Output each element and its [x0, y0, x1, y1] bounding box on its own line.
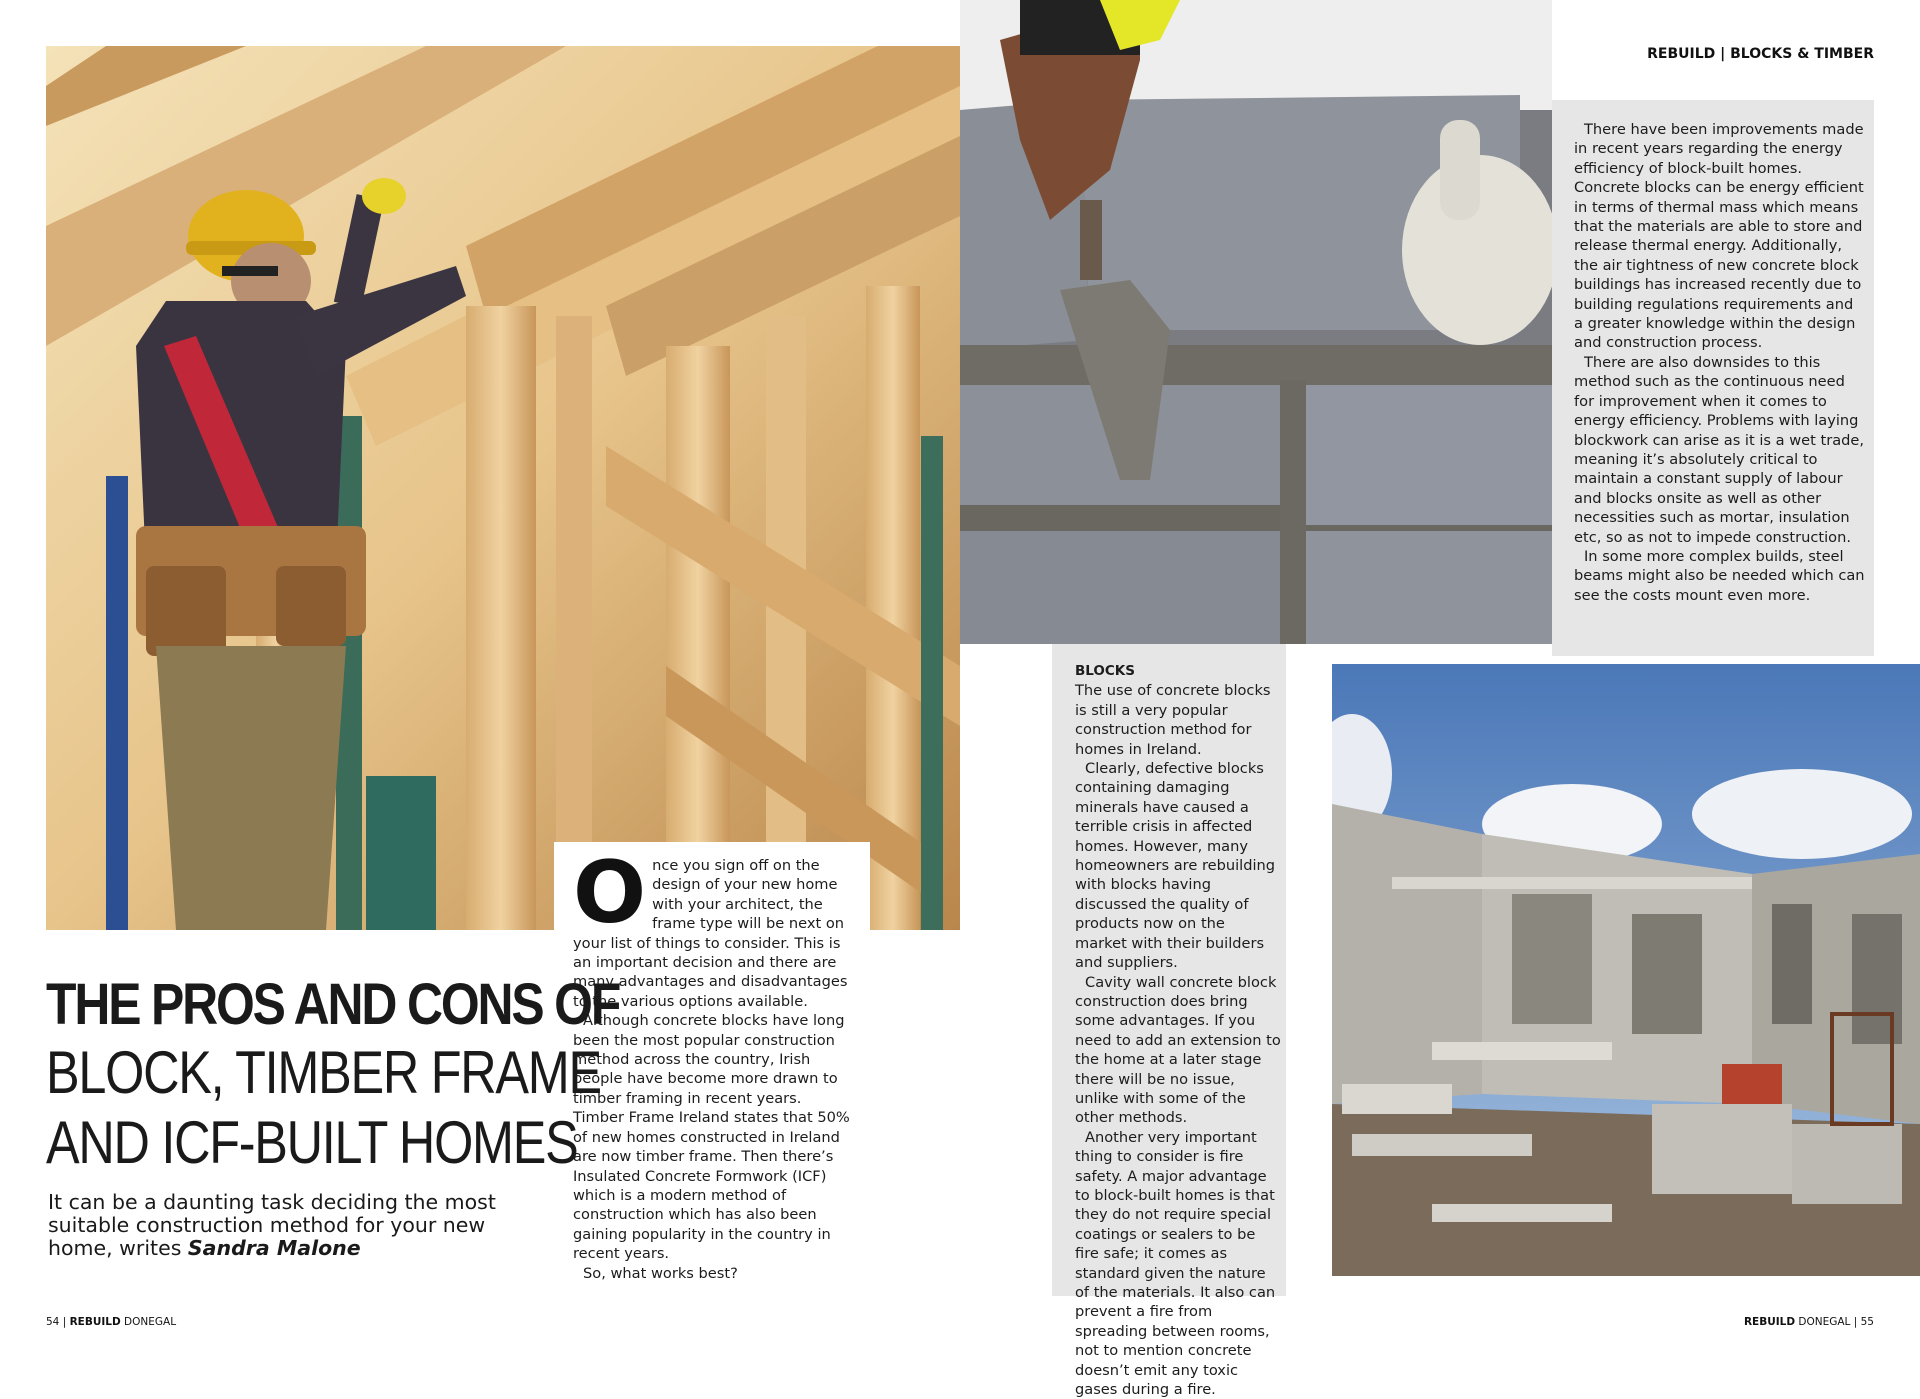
blocks-paragraph-4: Another very important thing to consider is fire safety. A major advantage to block-built homes is that they do not require special coatings or sealers to be fire safe; it comes as standard given the nature of the materials. It also can prevent a fire from spreading between rooms, not to mention concrete doesn’t emit any toxic gases during a fire. [1075, 1128, 1276, 1399]
right-brand: DONEGAL [1798, 1316, 1851, 1328]
right-paragraph-2: There are also downsides to this method such as the continuous need for improvement when it comes to energy efficiency. Problems with laying blockwork can arise as it is a wet trade, meaning it’s absolutely critical to maintain a constant supply of labour and blocks onsite as well as other necessities such as mortar, insulation etc, so as not to impede construction. [1574, 353, 1865, 546]
block-laying-photo [960, 0, 1552, 644]
intro-paragraph-2: Although concrete blocks have long been the most popular construction method across the country, Irish people have become more drawn to timber framing in recent years. Timber Frame Ireland states that 50% of new homes constructed in Ireland are now timber frame. Then there’s Insulated Concrete Formwork (ICF) which is a modern method of construction which has also been gaining popularity in the country in recent years. [573, 1012, 850, 1263]
headline-line-1: THE PROS AND CONS OF [46, 972, 620, 1037]
right-folio: REBUILD DONEGAL | 55 [1743, 1316, 1874, 1328]
right-paragraph-1: There have been improvements made in recent years regarding the energy efficiency of block-built homes. Concrete blocks can be energy efficient in terms of thermal mass which means that the materials are able to store and release thermal energy. Additionally, the air tightness of new concrete block buildings has increased recently due to building regulations requirements and a greater knowledge within the design and construction process. [1574, 121, 1864, 352]
left-brand-bold: REBUILD [69, 1316, 121, 1328]
blocks-paragraph-1: The use of concrete blocks is still a very popular construction method for homes in Ireland. [1075, 682, 1271, 758]
intro-paragraph-1-text: nce you sign off on the design of your new home with your architect, the frame type will be next on your list of things to consider. This is an important decision and there are many advantages and disadvantages to the various options available. [573, 857, 848, 1010]
right-paragraph-3: In some more complex builds, steel beams might also be needed which can see the costs mount even more. [1574, 547, 1865, 604]
author-name: Sandra Malone [187, 1236, 361, 1260]
standfirst [48, 1191, 518, 1260]
left-brand: DONEGAL [124, 1316, 177, 1328]
blocks-paragraph-2: Clearly, defective blocks containing damaging minerals have caused a terrible crisis in affected homes. However, many homeowners are rebuilding with blocks having discussed the quality of products now on the market with their builders and suppliers. [1075, 760, 1276, 972]
blocks-column-text [1075, 662, 1281, 1399]
intro-paragraph-3: So, what works best? [583, 1264, 738, 1282]
intro-dropcap: O [573, 843, 647, 943]
section-header-text: REBUILD | BLOCKS & TIMBER [1647, 46, 1874, 62]
block-house-construction-photo [1332, 664, 1920, 1276]
headline-line-2: BLOCK, TIMBER FRAME [46, 1039, 601, 1106]
standfirst-text: It can be a daunting task deciding the most suitable construction method for your new home, writes [48, 1190, 496, 1260]
section-header [1647, 46, 1874, 62]
headline-line-3: AND ICF-BUILT HOMES [46, 1109, 578, 1176]
left-folio: 54 | REBUILD DONEGAL [46, 1316, 177, 1328]
left-page-number: 54 [46, 1316, 60, 1328]
intro-column-text [573, 843, 855, 1283]
blocks-paragraph-3: Cavity wall concrete block construction does bring some advantages. If you need to add an extension to the home at a later stage there will be no issue, unlike with some of the other methods. [1075, 973, 1281, 1127]
blocks-heading: BLOCKS [1075, 663, 1135, 679]
right-page-number: 55 [1860, 1316, 1874, 1328]
right-brand-bold: REBUILD [1743, 1316, 1796, 1328]
right-column-text [1574, 120, 1866, 605]
